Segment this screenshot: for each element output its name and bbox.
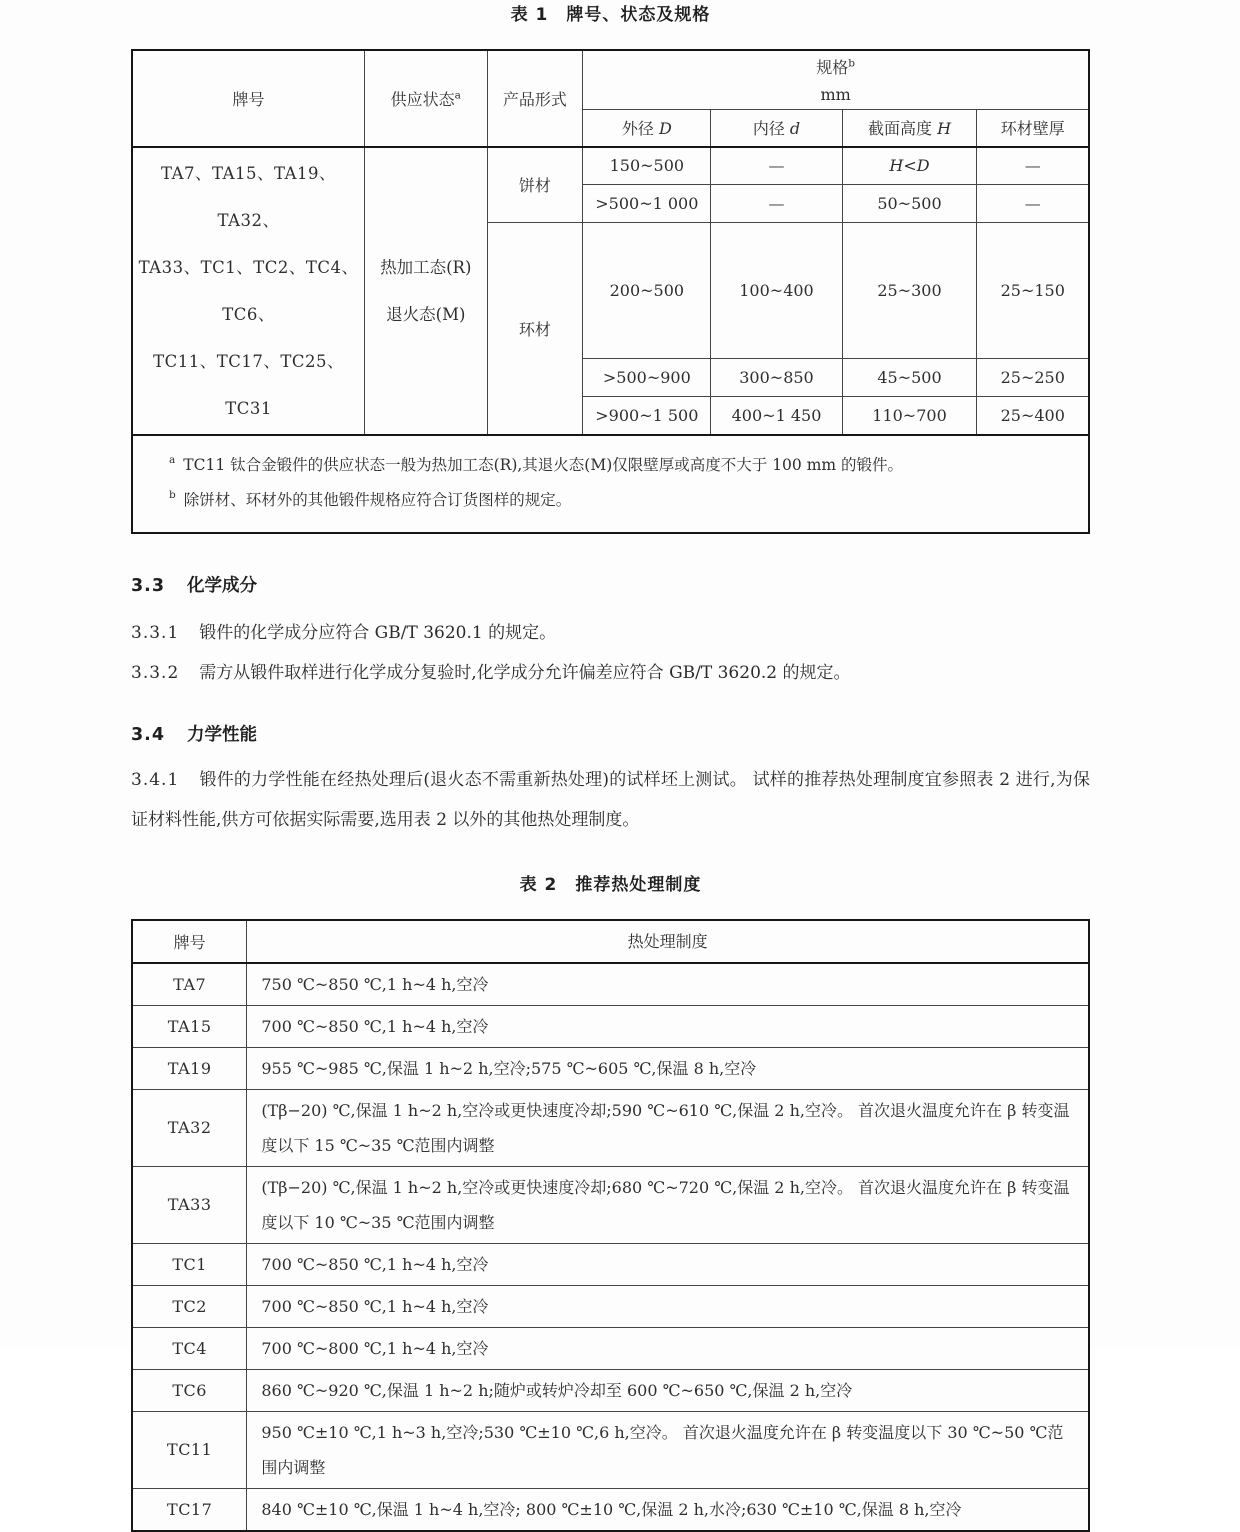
regime-cell: (Tβ−20) ℃,保温 1 h~2 h,空冷或更快速度冷却;680 ℃~720 ℃,保温 2 h,空冷。 首次退火温度允许在 β 转变温度以下 10 ℃~35 ℃范围内调整 [247, 1166, 1089, 1243]
table1-row-cake-1 [132, 147, 1089, 185]
table2-row-tc17 [132, 1488, 1089, 1531]
grade-cell: TC6 [132, 1369, 247, 1411]
regime-cell: 750 ℃~850 ℃,1 h~4 h,空冷 [247, 963, 1089, 1006]
grade-line-1: TA7、TA15、TA19、TA32、 [161, 163, 337, 230]
table1-header-inner-diameter [711, 110, 842, 147]
grade-cell: TC4 [132, 1327, 247, 1369]
table1-cell: — [977, 147, 1089, 185]
regime-cell: 950 ℃±10 ℃,1 h~3 h,空冷;530 ℃±10 ℃,6 h,空冷。 首次退火温度允许在 β 转变温度以下 30 ℃~50 ℃范围内调整 [247, 1411, 1089, 1488]
paragraph-text: 锻件的化学成分应符合 GB/T 3620.1 的规定。 [199, 622, 557, 643]
table2-row-ta32 [132, 1089, 1089, 1166]
table1-cell: 25~400 [977, 397, 1089, 435]
table1-title-text: 牌号、状态及规格 [566, 5, 711, 25]
table2-header-row [132, 920, 1089, 963]
regime-cell: 700 ℃~800 ℃,1 h~4 h,空冷 [247, 1327, 1089, 1369]
table1-header-section-height [842, 110, 977, 147]
table2-row-tc2 [132, 1285, 1089, 1327]
section-title: 化学成分 [187, 575, 258, 596]
footnote-ref-b: b [848, 57, 855, 70]
footnote-b-text: 除饼材、环材外的其他锻件规格应符合订货图样的规定。 [183, 490, 572, 509]
table1-footnotes-row [132, 435, 1089, 533]
paragraph-number: 3.3.1 [131, 622, 180, 643]
table1-title-number: 表 1 [510, 5, 549, 25]
grade-cell: TC17 [132, 1488, 247, 1531]
table1-cell: 400~1 450 [711, 397, 842, 435]
footnote-a [169, 448, 1070, 483]
table2-title-number: 表 2 [519, 874, 558, 895]
paragraph-3-4-1 [131, 760, 1090, 840]
table1-cell-grades [132, 147, 365, 435]
spec-label [587, 53, 1084, 83]
footnote-a-marker: a [169, 454, 176, 467]
supply-line-2: 退火态(M) [386, 304, 466, 324]
paragraph-number: 3.4.1 [131, 769, 180, 790]
grade-line-2: TA33、TC1、TC2、TC4、TC6、 [138, 257, 359, 324]
section-number: 3.4 [131, 724, 166, 745]
table1-cell: >500~1 000 [583, 185, 711, 223]
table1-cell: 25~300 [842, 223, 977, 359]
table1-cell: 100~400 [711, 223, 842, 359]
footnote-b [169, 483, 1070, 518]
table2-row-ta33 [132, 1166, 1089, 1243]
table2-header-regime: 热处理制度 [247, 920, 1089, 963]
spec-text: 规格 [816, 58, 849, 77]
grade-line-3: TC11、TC17、TC25、TC31 [153, 351, 344, 418]
table2-title [131, 870, 1090, 895]
spec-unit: mm [820, 85, 851, 104]
table1-cell: >500~900 [583, 359, 711, 397]
supply-state-label: 供应状态 [390, 89, 455, 109]
grade-cell: TA32 [132, 1089, 247, 1166]
inner-label: 内径 [752, 119, 785, 139]
table1-cell: 150~500 [583, 147, 711, 185]
table1-cell-supply-state [365, 147, 487, 435]
table2-row-tc4 [132, 1327, 1089, 1369]
grade-cell: TC11 [132, 1411, 247, 1488]
table2-row-ta7 [132, 963, 1089, 1006]
table1-cell: 50~500 [842, 185, 977, 223]
table2-row-tc1 [132, 1243, 1089, 1285]
table1-cell: 25~150 [977, 223, 1089, 359]
table2-heat-treatment [131, 919, 1090, 1532]
table2-row-ta15 [132, 1005, 1089, 1047]
regime-cell: 700 ℃~850 ℃,1 h~4 h,空冷 [247, 1005, 1089, 1047]
table2-row-tc11 [132, 1411, 1089, 1488]
outer-label: 外径 [621, 119, 654, 139]
regime-cell: 955 ℃~985 ℃,保温 1 h~2 h,空冷;575 ℃~605 ℃,保温 8 h,空冷 [247, 1047, 1089, 1089]
table2-title-text: 推荐热处理制度 [575, 874, 702, 895]
table1-grade-state-spec [131, 49, 1090, 534]
section-title: 力学性能 [187, 724, 258, 745]
table2-header-grade: 牌号 [132, 920, 247, 963]
table1-cell: 25~250 [977, 359, 1089, 397]
table2-row-tc6 [132, 1369, 1089, 1411]
footnote-a-text: TC11 钛合金锻件的供应状态一般为热加工态(R),其退火态(M)仅限壁厚或高度不大于 100 mm 的锻件。 [183, 455, 904, 474]
table1-header-spec [583, 50, 1089, 110]
table1-header-supply-state [365, 50, 487, 147]
regime-cell: 840 ℃±10 ℃,保温 1 h~4 h,空冷; 800 ℃±10 ℃,保温 2 h,水冷;630 ℃±10 ℃,保温 8 h,空冷 [247, 1488, 1089, 1531]
grade-cell: TC1 [132, 1243, 247, 1285]
grade-cell: TC2 [132, 1285, 247, 1327]
table1-cell: H<D [842, 147, 977, 185]
grade-cell: TA15 [132, 1005, 247, 1047]
table1-cell: — [977, 185, 1089, 223]
inner-var: d [789, 119, 801, 139]
table1-footnotes [132, 435, 1089, 533]
table1-header-outer-diameter [583, 110, 711, 147]
table1-cell: — [711, 147, 842, 185]
table1-cell: 300~850 [711, 359, 842, 397]
table2-row-ta19 [132, 1047, 1089, 1089]
table1-cell: 45~500 [842, 359, 977, 397]
grade-cell: TA7 [132, 963, 247, 1006]
table1-cell-form-ring: 环材 [487, 223, 583, 435]
regime-cell: 700 ℃~850 ℃,1 h~4 h,空冷 [247, 1243, 1089, 1285]
page-content [131, 0, 1090, 1532]
supply-line-1: 热加工态(R) [380, 257, 472, 277]
section-heading-3-4 [131, 721, 1090, 746]
regime-cell: 860 ℃~920 ℃,保温 1 h~2 h;随炉或转炉冷却至 600 ℃~650 ℃,保温 2 h,空冷 [247, 1369, 1089, 1411]
section-number: 3.3 [131, 575, 166, 596]
footnote-b-marker: b [169, 489, 176, 502]
table1-cell: — [711, 185, 842, 223]
height-var: H [937, 119, 952, 139]
paragraph-text: 需方从锻件取样进行化学成分复验时,化学成分允许偏差应符合 GB/T 3620.2 的规定。 [199, 662, 851, 683]
regime-cell: 700 ℃~850 ℃,1 h~4 h,空冷 [247, 1285, 1089, 1327]
outer-var: D [658, 119, 672, 139]
paragraph-3-3-2 [131, 653, 1090, 693]
table1-header-ring-wall: 环材壁厚 [977, 110, 1089, 147]
regime-cell: (Tβ−20) ℃,保温 1 h~2 h,空冷或更快速度冷却;590 ℃~610 ℃,保温 2 h,空冷。 首次退火温度允许在 β 转变温度以下 15 ℃~35 ℃范围内调整 [247, 1089, 1089, 1166]
height-label: 截面高度 [867, 119, 932, 139]
paragraph-3-3-1 [131, 613, 1090, 653]
table1-header-grade: 牌号 [132, 50, 365, 147]
table1-cell: >900~1 500 [583, 397, 711, 435]
table1-cell-form-cake: 饼材 [487, 147, 583, 223]
paragraph-text: 锻件的力学性能在经热处理后(退火态不需重新热处理)的试样坯上测试。 试样的推荐热处理制度宜参照表 2 进行,为保证材料性能,供方可依据实际需要,选用表 2 以外的其他热处理制度。 [131, 769, 1090, 830]
table1-title [131, 0, 1090, 25]
table1-cell: 110~700 [842, 397, 977, 435]
paragraph-number: 3.3.2 [131, 662, 180, 683]
grade-cell: TA19 [132, 1047, 247, 1089]
table1-header-product-form: 产品形式 [487, 50, 583, 147]
section-heading-3-3 [131, 572, 1090, 597]
grade-cell: TA33 [132, 1166, 247, 1243]
footnote-ref-a: a [454, 89, 461, 102]
table1-cell: 200~500 [583, 223, 711, 359]
